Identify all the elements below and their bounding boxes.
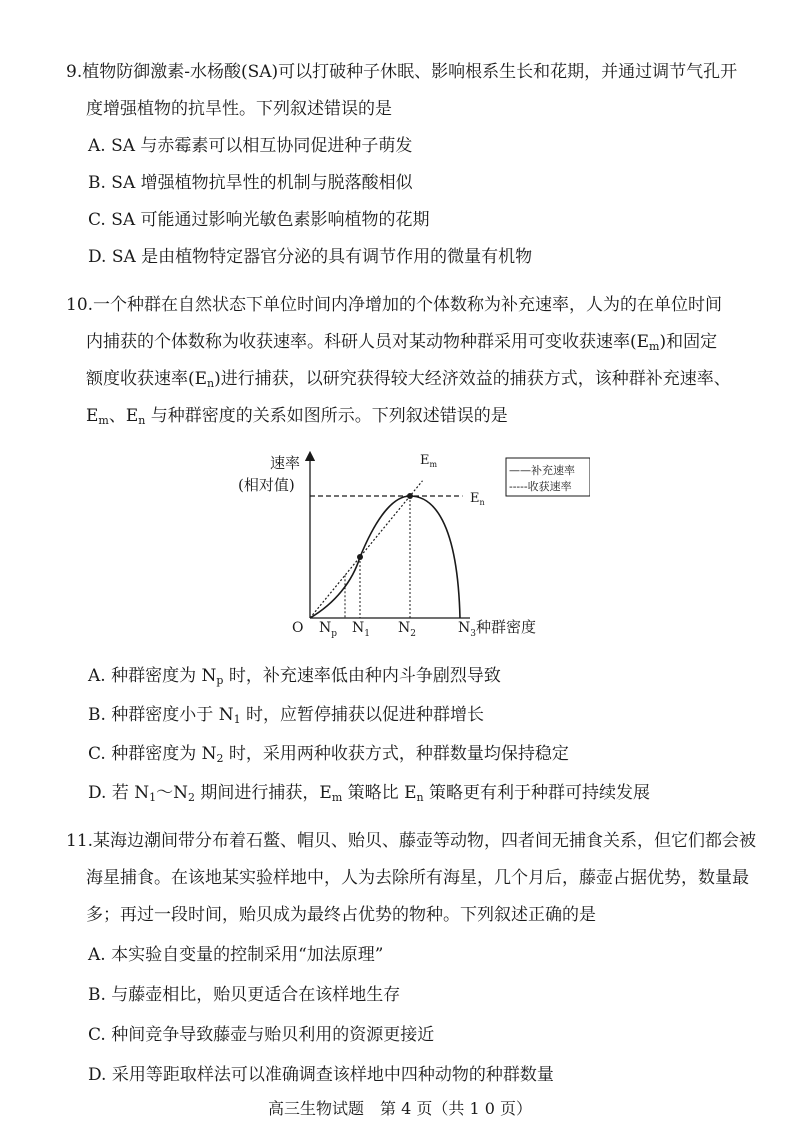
q10-option-a: A. 种群密度为 $N_p$ 时，补充速率低由种内斗争剧烈导致 <box>88 666 501 687</box>
y-axis-label: 速率 <box>270 454 301 472</box>
legend-harvest: -----收获速率 <box>509 480 572 493</box>
x-tick-n2: $N_2$ <box>398 620 416 639</box>
q10-stem-line1: 10.一个种群在自然状态下单位时间内净增加的个体数称为补充速率，人为的在单位时间 <box>66 295 723 315</box>
q9-stem-line2: 度增强植物的抗旱性。下列叙述错误的是 <box>86 99 392 119</box>
x-tick-np: $N_p$ <box>319 620 338 639</box>
x-tick-n1: $N_1$ <box>352 620 370 639</box>
density-rate-graph <box>230 450 590 640</box>
q10-option-d: D. 若 $N_1\sim N_2$ 期间进行捕获，$E_m$ 策略比 $E_n$ 策略更有利于种群可持续发展 <box>88 783 650 804</box>
q9-option-b: B. SA 增强植物抗旱性的机制与脱落酸相似 <box>88 173 413 193</box>
em-label: $E_m$ <box>420 453 438 469</box>
supply-rate-curve <box>310 496 460 618</box>
q11-option-a: A. 本实验自变量的控制采用“加法原理” <box>88 945 384 965</box>
em-harvest-line <box>310 481 423 618</box>
intersection-point-n1 <box>357 554 363 560</box>
y-axis-label-2: (相对值) <box>238 476 295 494</box>
q11-stem-line2: 海星捕食。在该地某实验样地中，人为去除所有海星，几个月后，藤壶占据优势，数量最 <box>86 868 749 888</box>
q10-option-b: B. 种群密度小于 $N_1$ 时，应暂停捕获以促进种群增长 <box>88 705 484 726</box>
q9-option-d: D. SA 是由植物特定器官分泌的具有调节作用的微量有机物 <box>88 247 533 267</box>
q10-stem-line3: 额度收获速率$(E_n)$进行捕获，以研究获得较大经济效益的捕获方式，该种群补充速率、 <box>86 369 731 390</box>
q11-stem-line3: 多；再过一段时间，贻贝成为最终占优势的物种。下列叙述正确的是 <box>86 905 596 925</box>
intersection-point-n2 <box>407 493 413 499</box>
q9-stem-line1: 9.植物防御激素-水杨酸(SA)可以打破种子休眠、影响根系生长和花期，并通过调节气孔开 <box>66 62 738 82</box>
q11-option-b: B. 与藤壶相比，贻贝更适合在该样地生存 <box>88 985 401 1005</box>
q10-stem-line4: $E_m$、$E_n$ 与种群密度的关系如图所示。下列叙述错误的是 <box>86 406 508 427</box>
origin-label: O <box>292 620 304 636</box>
q11-option-c: C. 种间竞争导致藤壶与贻贝利用的资源更接近 <box>88 1025 435 1045</box>
q9-option-a: A. SA 与赤霉素可以相互协同促进种子萌发 <box>88 136 413 156</box>
q11-stem-line1: 11.某海边潮间带分布着石鳖、帽贝、贻贝、藤壶等动物，四者间无捕食关系，但它们都会被 <box>66 831 757 851</box>
x-tick-n3: $N_3$种群密度 <box>458 618 536 639</box>
q10-option-c: C. 种群密度为 $N_2$ 时，采用两种收获方式，种群数量均保持稳定 <box>88 744 569 765</box>
q9-option-c: C. SA 可能通过影响光敏色素影响植物的花期 <box>88 210 430 230</box>
q11-option-d: D. 采用等距取样法可以准确调查该样地中四种动物的种群数量 <box>88 1065 554 1085</box>
page-footer: 高三生物试题 第 4 页（共 1 0 页） <box>268 1099 532 1118</box>
q10-stem-line2: 内捕获的个体数称为收获速率。科研人员对某动物种群采用可变收获速率$(E_m)$和固定 <box>86 332 718 353</box>
en-label: $E_n$ <box>470 491 485 507</box>
legend-supply: ——补充速率 <box>509 464 575 477</box>
